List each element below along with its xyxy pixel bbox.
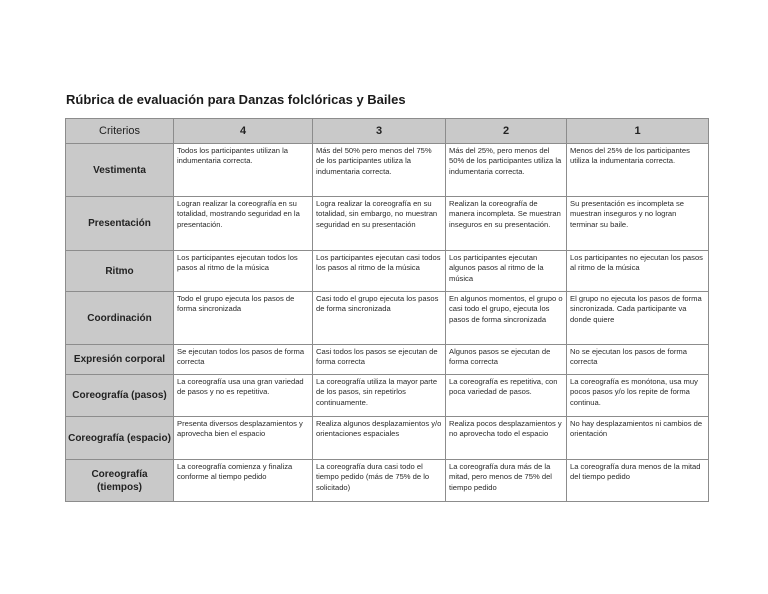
criterion-label: Vestimenta [66,144,174,197]
table-row [66,345,709,375]
rubric-cell: Logra realizar la coreografía en su totalidad, sin embargo, no muestran seguridad en su presentación [313,197,446,251]
table-row [66,251,709,292]
header-criterios: Criterios [66,119,174,144]
rubric-cell: Logran realizar la coreografía en su totalidad, mostrando seguridad en la presentación. [174,197,313,251]
criterion-label: Expresión corporal [66,345,174,375]
rubric-cell: Más del 50% pero menos del 75% de los participantes utiliza la indumentaria correcta. [313,144,446,197]
rubric-cell: La coreografía dura menos de la mitad del tiempo pedido [567,460,709,502]
table-row [66,460,709,502]
rubric-cell: En algunos momentos, el grupo o casi todo el grupo, ejecuta los pasos de forma sincronizada [446,292,567,345]
rubric-cell: El grupo no ejecuta los pasos de forma sincronizada. Cada participante va donde quiere [567,292,709,345]
rubric-cell: Realiza pocos desplazamientos y no aprovecha todo el espacio [446,417,567,460]
criterion-label: Presentación [66,197,174,251]
rubric-cell: Algunos pasos se ejecutan de forma correcta [446,345,567,375]
rubric-cell: La coreografía es monótona, usa muy pocos pasos y/o los repite de forma continua. [567,375,709,417]
rubric-cell: Su presentación es incompleta se muestran inseguros y no logran terminar su baile. [567,197,709,251]
rubric-cell: Se ejecutan todos los pasos de forma correcta [174,345,313,375]
rubric-cell: Presenta diversos desplazamientos y aprovecha bien el espacio [174,417,313,460]
rubric-cell: Menos del 25% de los participantes utiliza la indumentaria correcta. [567,144,709,197]
rubric-cell: La coreografía utiliza la mayor parte de los pasos, sin repetirlos continuamente. [313,375,446,417]
rubric-cell: La coreografía comienza y finaliza conforme al tiempo pedido [174,460,313,502]
table-row [66,375,709,417]
rubric-cell: Realiza algunos desplazamientos y/o orientaciones espaciales [313,417,446,460]
criterion-label: Coordinación [66,292,174,345]
rubric-cell: Todo el grupo ejecuta los pasos de forma sincronizada [174,292,313,345]
rubric-cell: Casi todos los pasos se ejecutan de forma correcta [313,345,446,375]
rubric-cell: Los participantes ejecutan casi todos los pasos al ritmo de la música [313,251,446,292]
criterion-label: Coreografía (pasos) [66,375,174,417]
page-title: Rúbrica de evaluación para Danzas folclóricas y Bailes [66,92,406,107]
rubric-cell: No hay desplazamientos ni cambios de orientación [567,417,709,460]
rubric-cell: La coreografía dura más de la mitad, pero menos de 75% del tiempo pedido [446,460,567,502]
table-row [66,292,709,345]
header-score-2: 2 [446,119,567,144]
criterion-label: Coreografía (tiempos) [66,460,174,502]
criterion-label: Coreografía (espacio) [66,417,174,460]
rubric-cell: La coreografía usa una gran variedad de pasos y no es repetitiva. [174,375,313,417]
rubric-cell: Los participantes no ejecutan los pasos al ritmo de la música [567,251,709,292]
rubric-cell: Los participantes ejecutan todos los pasos al ritmo de la música [174,251,313,292]
rubric-cell: Casi todo el grupo ejecuta los pasos de forma sincronizada [313,292,446,345]
header-score-3: 3 [313,119,446,144]
rubric-cell: Más del 25%, pero menos del 50% de los participantes utiliza la indumentaria correcta. [446,144,567,197]
rubric-cell: Los participantes ejecutan algunos pasos al ritmo de la música [446,251,567,292]
rubric-cell: Realizan la coreografía de manera incompleta. Se muestran inseguros en su presentación. [446,197,567,251]
rubric-cell: No se ejecutan los pasos de forma correcta [567,345,709,375]
table-row [66,144,709,197]
header-row [66,119,709,144]
table-row [66,417,709,460]
header-score-1: 1 [567,119,709,144]
criterion-label: Ritmo [66,251,174,292]
rubric-table [65,118,709,502]
rubric-cell: La coreografía es repetitiva, con poca variedad de pasos. [446,375,567,417]
rubric-cell: La coreografía dura casi todo el tiempo pedido (más de 75% de lo solicitado) [313,460,446,502]
header-score-4: 4 [174,119,313,144]
table-row [66,197,709,251]
rubric-cell: Todos los participantes utilizan la indumentaria correcta. [174,144,313,197]
